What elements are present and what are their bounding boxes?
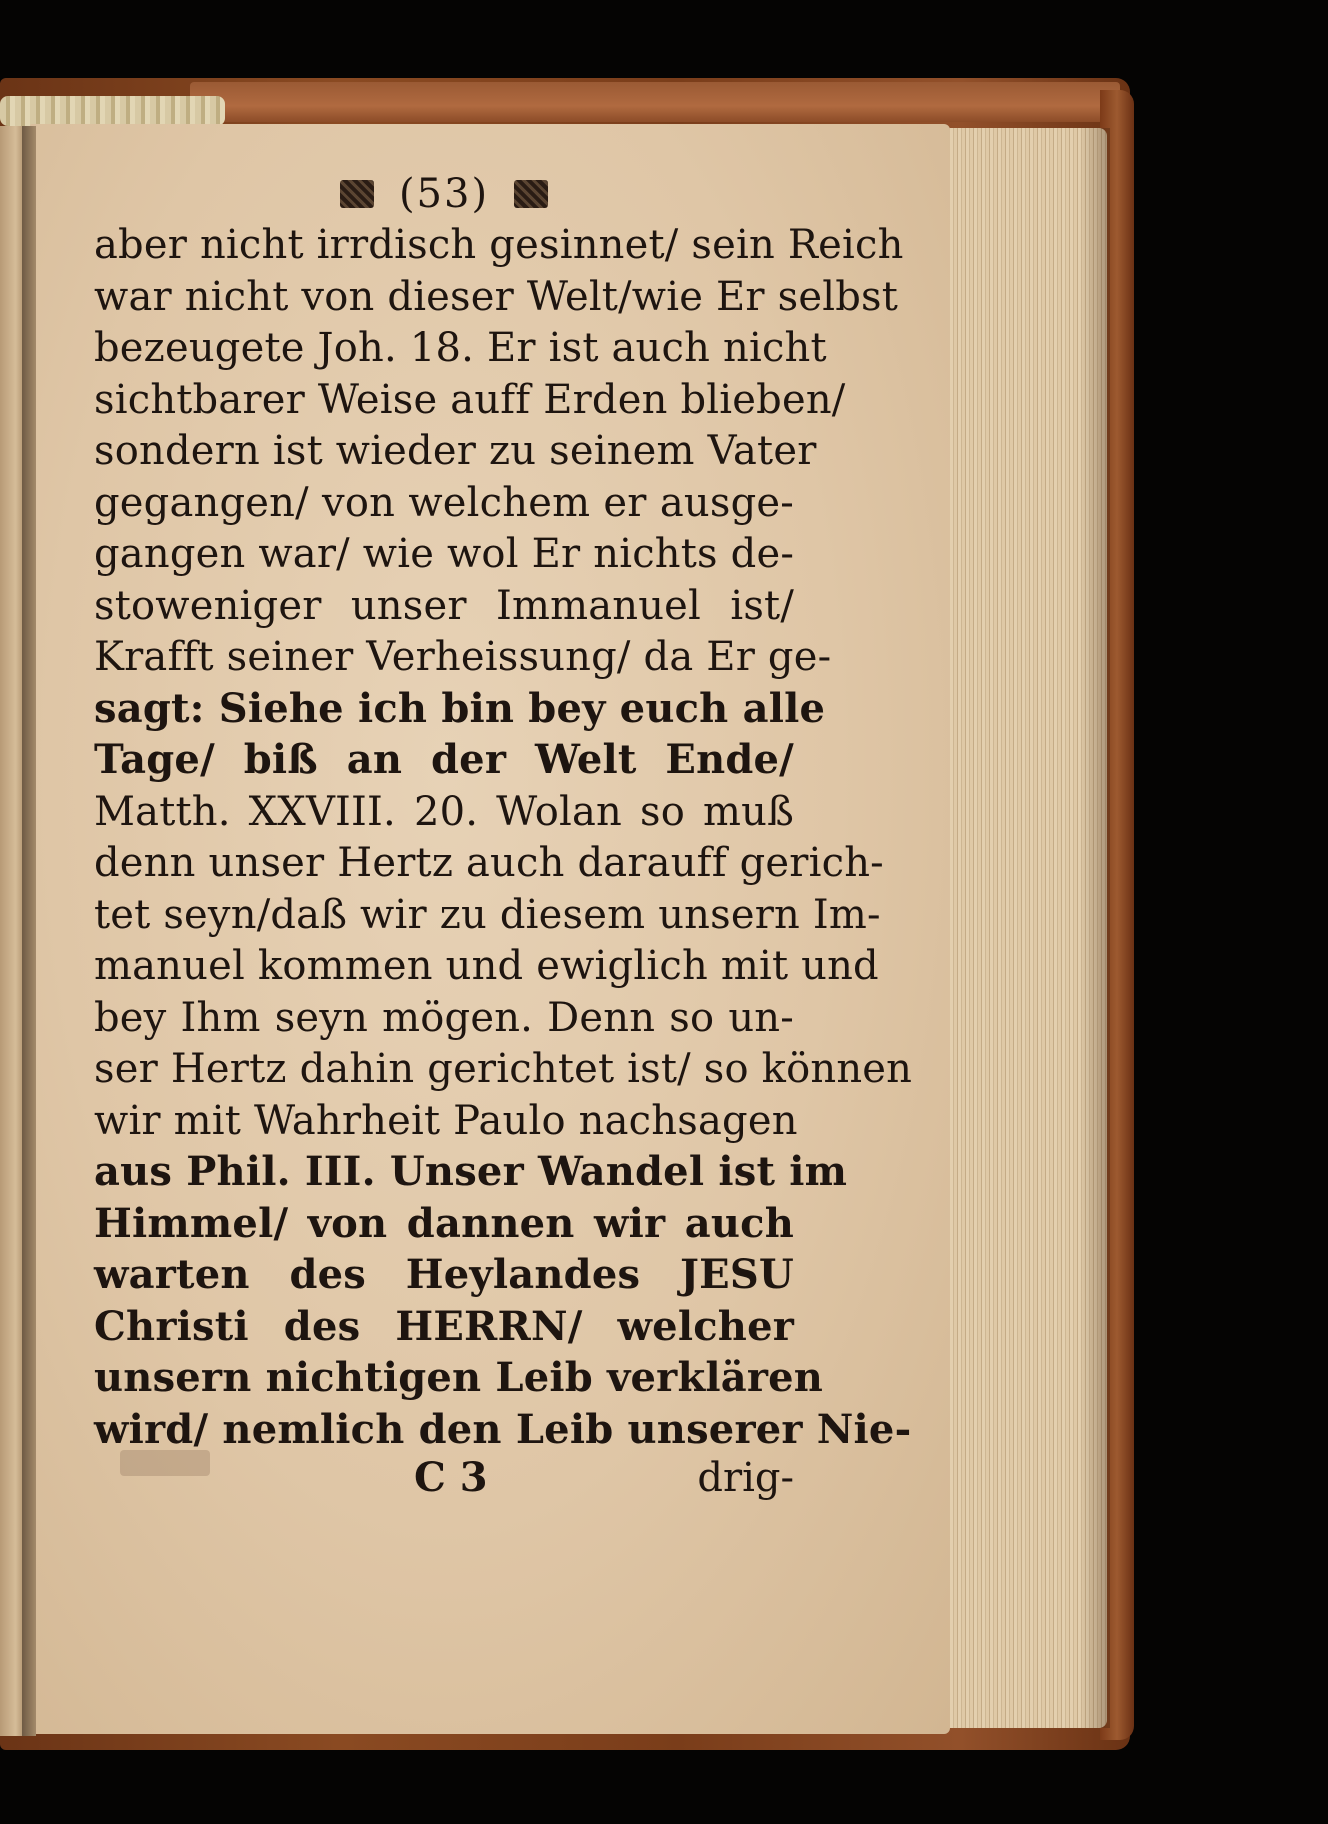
text-line: stoweniger unser Immanuel ist/ xyxy=(94,582,794,629)
text-line: gangen war/ wie wol Er nichts de- xyxy=(94,531,795,577)
text-line: sondern ist wieder zu seinem Vater xyxy=(94,428,817,474)
text-line: Krafft seiner Verheissung/ da Er ge- xyxy=(94,634,832,680)
text-line: denn unser Hertz auch darauff gerich- xyxy=(94,840,884,886)
text-line: ser Hertz dahin gerichtet ist/ so können xyxy=(94,1046,913,1092)
text-line: Tage/ biß an der Welt Ende/ xyxy=(94,736,794,783)
text-line: wir mit Wahrheit Paulo nachsagen xyxy=(94,1097,798,1144)
text-line: bezeugete Joh. 18. Er ist auch nicht xyxy=(94,325,827,371)
text-line: sichtbarer Weise auff Erden blieben/ xyxy=(94,376,846,423)
text-line: bey Ihm seyn mögen. Denn so un- xyxy=(94,994,794,1041)
text-line: aber nicht irrdisch gesinnet/ sein Reich xyxy=(94,222,904,268)
page-stack-shadow xyxy=(1080,128,1110,1728)
left-ornament-icon xyxy=(340,180,374,208)
text-line: sagt: Siehe ich bin bey euch alle xyxy=(94,684,826,732)
text-block xyxy=(94,168,913,1528)
running-header xyxy=(324,168,564,224)
text-line: unsern nichtigen Leib verklären xyxy=(94,1354,824,1401)
text-line: Himmel/ von dannen wir auch xyxy=(94,1199,794,1247)
text-line: gegangen/ von welchem er ausge- xyxy=(94,479,794,526)
book-gutter xyxy=(22,126,36,1736)
text-line: manuel kommen und ewiglich mit und xyxy=(94,943,879,989)
right-ornament-icon xyxy=(514,180,548,208)
text-line: aus Phil. III. Unser Wandel ist im xyxy=(94,1148,848,1195)
text-line: tet seyn/daß wir zu diesem unsern Im- xyxy=(94,891,881,938)
text-line: Christi des HERRN/ welcher xyxy=(94,1302,794,1350)
page-number: (53) xyxy=(398,171,490,217)
cover-top-edge xyxy=(190,82,1120,122)
headband xyxy=(0,96,225,126)
text-line: Matth. XXVIII. 20. Wolan so muß xyxy=(94,788,794,835)
catchword: drig- xyxy=(697,1455,794,1501)
ink-offset-smudge xyxy=(120,1450,210,1476)
text-line: warten des Heylandes JESU xyxy=(94,1251,794,1298)
signature-mark: C 3 xyxy=(414,1454,488,1501)
text-line: wird/ nemlich den Leib unserer Nie- xyxy=(94,1405,912,1453)
text-line: war nicht von dieser Welt/wie Er selbst xyxy=(94,273,899,320)
